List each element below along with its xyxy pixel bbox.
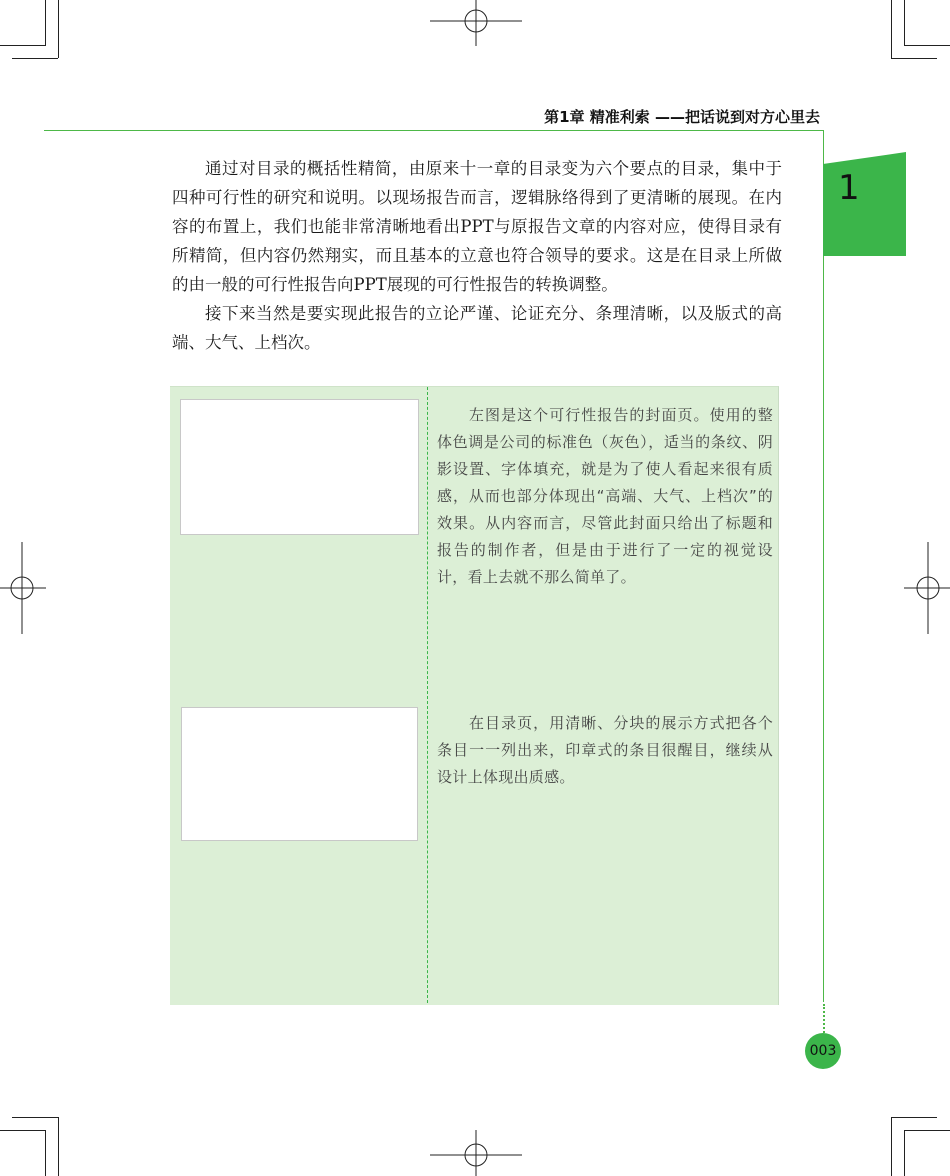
side-rule-dots: [823, 1004, 825, 1036]
body-paragraph-1: 通过对目录的概括性精简，由原来十一章的目录变为六个要点的目录，集中于四种可行性的研究和说明。以现场报告而言，逻辑脉络得到了更清晰的展现。在内容的布置上，我们也能非常清晰地看出PPT与原报告文章的内容对应，使得目录有所精简，但内容仍然翔实，而且基本的立意也符合领导的要求。这是在目录上所做的由一般的可行性报告向PPT展现的可行性报告的转换调整。: [172, 159, 782, 294]
chapter-tab: [823, 152, 906, 256]
cover-slide-description: 左图是这个可行性报告的封面页。使用的整体色调是公司的标准色（灰色），适当的条纹、阴影设置、字体填充，就是为了使人看起来很有质感，从而也部分体现出“高端、大气、上档次”的效果。从内容而言，尽管此封面只给出了标题和报告的制作者，但是由于进行了一定的视觉设计，看上去就不那么简单了。: [437, 406, 773, 586]
panel-divider: [427, 387, 428, 1003]
contents-slide-description: 在目录页，用清晰、分块的展示方式把各个条目一一列出来，印章式的条目很醒目，继续从设计上体现出质感。: [437, 714, 773, 786]
registration-target-bottom: [430, 1130, 522, 1176]
page-number-badge: 003: [805, 1033, 841, 1069]
registration-target-left: [0, 542, 46, 634]
body-paragraph-2: 接下来当然是要实现此报告的立论严谨、论证充分、条理清晰，以及版式的高端、大气、上档次。: [172, 304, 782, 352]
contents-slide-thumbnail: [181, 707, 418, 841]
header-rule: [44, 130, 824, 131]
side-rule: [823, 130, 824, 1002]
registration-target-right: [904, 542, 950, 634]
chapter-number: 1: [838, 168, 860, 208]
cover-slide-thumbnail: [180, 399, 419, 535]
registration-target-top: [430, 0, 522, 46]
running-header: 第1章 精准利索 ——把话说到对方心里去: [544, 108, 820, 126]
